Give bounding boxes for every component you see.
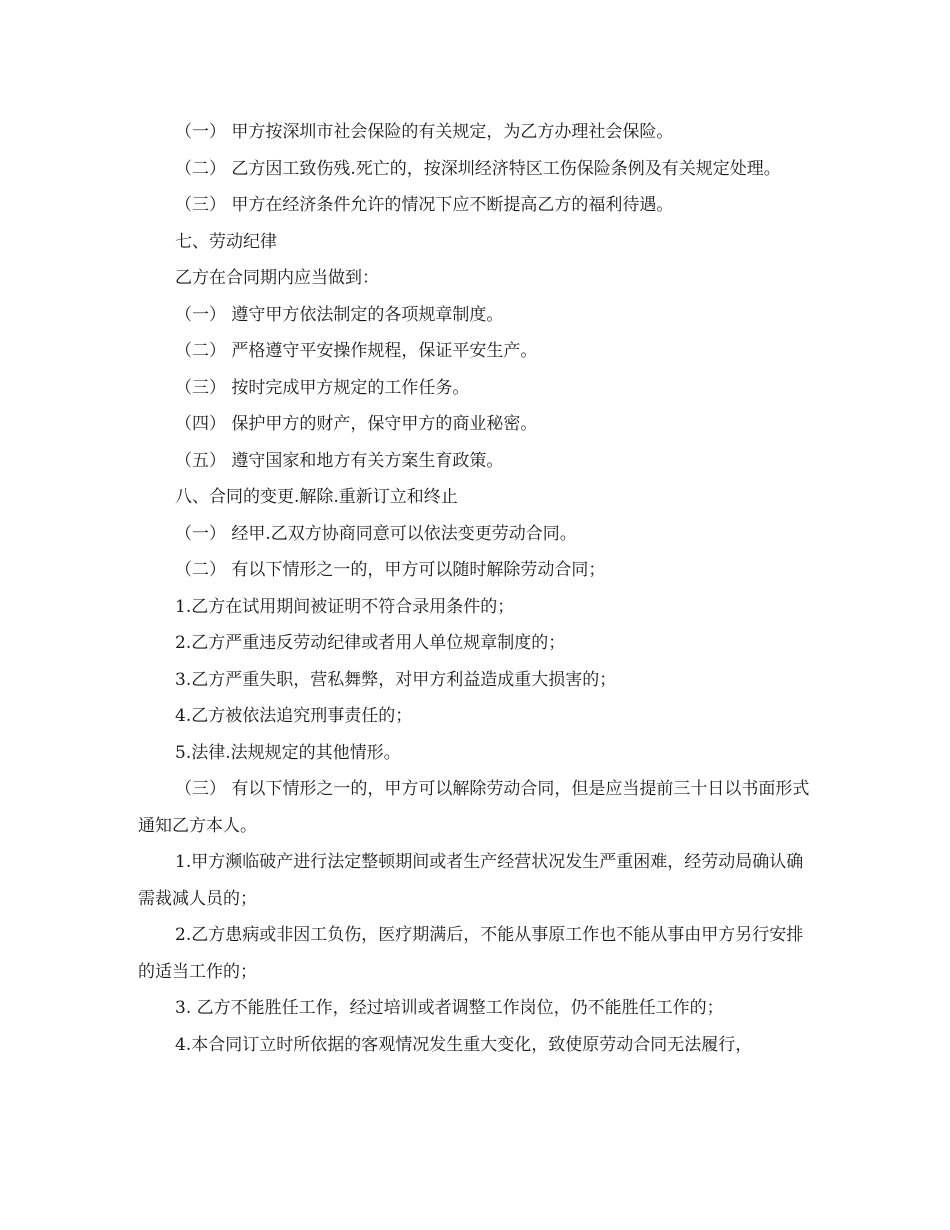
list-item: 5.法律.法规规定的其他情形。 — [175, 742, 401, 763]
paragraph-social-insurance: （一） 甲方按深圳市社会保险的有关规定，为乙方办理社会保险。 — [175, 122, 674, 142]
list-item: 2.乙方患病或非因工负伤，医疗期满后，不能从事原工作也不能从事由甲方另行安排的适当工作的； — [138, 925, 804, 982]
paragraph-discipline-intro: 乙方在合同期内应当做到： — [175, 268, 379, 288]
list-item: （一） 遵守甲方依法制定的各项规章制度。 — [175, 304, 504, 325]
paragraph-welfare: （三） 甲方在经济条件允许的情况下应不断提高乙方的福利待遇。 — [175, 195, 674, 215]
section-heading-labor-discipline: 七、劳动纪律 — [175, 231, 277, 252]
list-item: （五） 遵守国家和地方有关方案生育政策。 — [175, 450, 504, 471]
list-item: （二） 严格遵守平安操作规程，保证平安生产。 — [175, 341, 538, 361]
list-item: （三） 有以下情形之一的，甲方可以解除劳动合同，但是应当提前三十日以书面形式通知乙方本人。 — [138, 779, 810, 836]
list-item: 4.乙方被依法追究刑事责任的； — [175, 706, 413, 726]
list-item: 2.乙方严重违反劳动纪律或者用人单位规章制度的； — [175, 633, 566, 653]
section-heading-contract-change: 八、合同的变更.解除.重新订立和终止 — [175, 487, 458, 507]
list-item: （三） 按时完成甲方规定的工作任务。 — [175, 377, 470, 398]
list-item: 3. 乙方不能胜任工作，经过培训或者调整工作岗位，仍不能胜任工作的； — [175, 998, 724, 1018]
list-item: （一） 经甲.乙双方协商同意可以依法变更劳动合同。 — [175, 523, 577, 544]
list-item: 4.本合同订立时所依据的客观情况发生重大变化，致使原劳动合同无法履行， — [175, 1034, 753, 1055]
list-item: （二） 有以下情形之一的，甲方可以随时解除劳动合同； — [175, 560, 606, 580]
list-item: 1.乙方在试用期间被证明不符合录用条件的； — [175, 596, 515, 617]
list-item: 1.甲方濒临破产进行法定整顿期间或者生产经营状况发生严重困难，经劳动局确认确需裁减人员的； — [138, 852, 804, 909]
paragraph-work-injury: （二） 乙方因工致伤残.死亡的，按深圳经济特区工伤保险条例及有关规定处理。 — [175, 158, 781, 179]
list-item: 3.乙方严重失职，营私舞弊，对甲方利益造成重大损害的； — [175, 669, 617, 690]
list-item: （四） 保护甲方的财产，保守甲方的商业秘密。 — [175, 414, 538, 434]
document-body — [138, 114, 818, 1063]
